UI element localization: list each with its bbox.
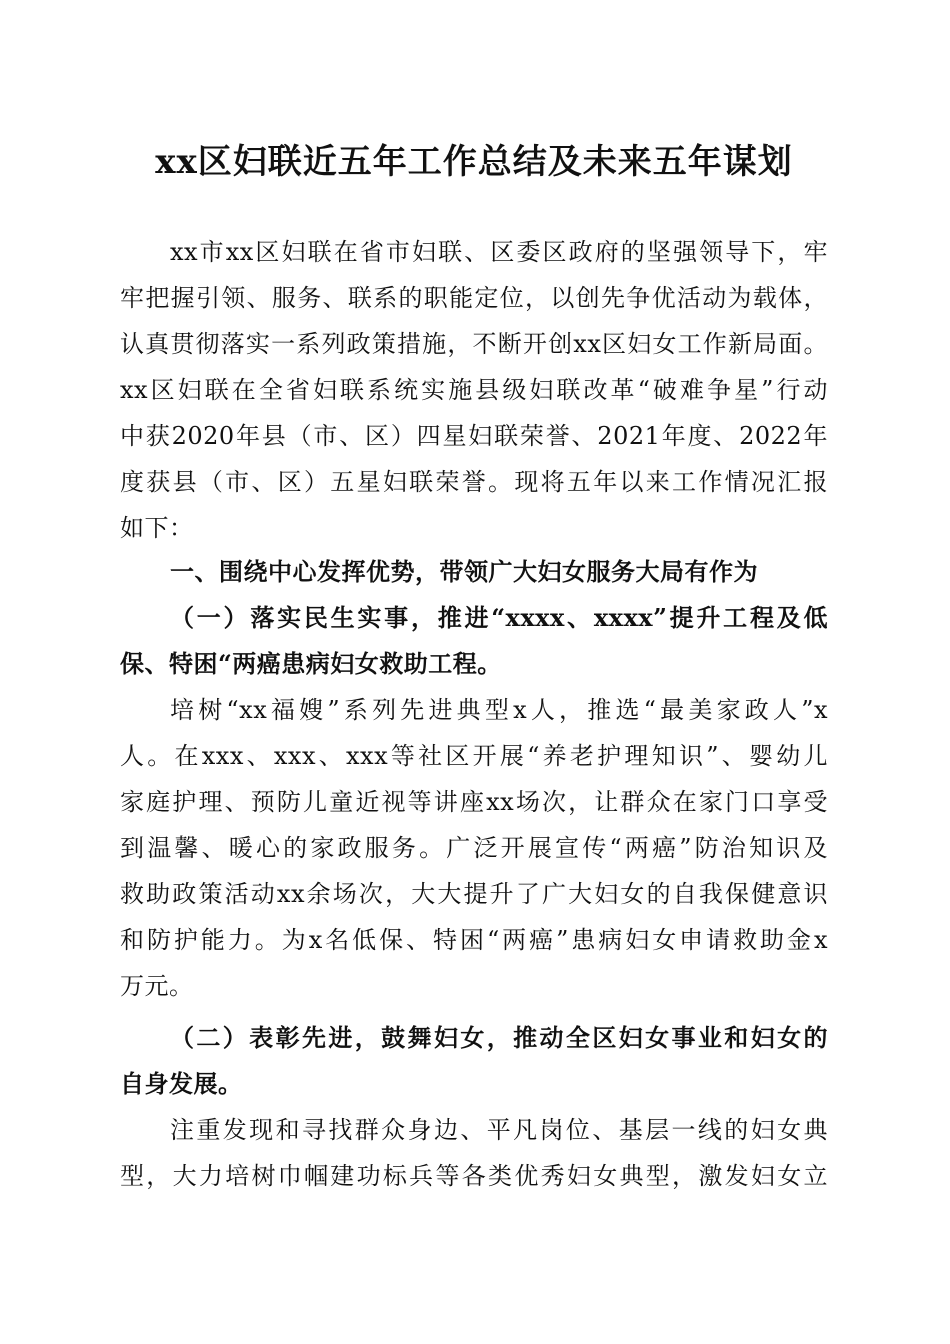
body-line: 注重发现和寻找群众身边、平凡岗位、基层一线的妇女典 (170, 1116, 828, 1144)
body-line: xx市xx区妇联在省市妇联、区委区政府的坚强领导下，牢 (170, 238, 828, 266)
subsection-heading: 保、特困“两癌患病妇女救助工程。 (120, 649, 502, 678)
section-heading: 一、围绕中心发挥优势，带领广大妇女服务大局有作为 (170, 558, 758, 586)
body-line: xx区妇联在全省妇联系统实施县级妇联改革“破难争星”行动 (120, 376, 828, 404)
body-line: 培树“xx福嫂”系列先进典型x人，推选“最美家政人”x (170, 696, 828, 724)
body-line: 到温馨、暖心的家政服务。广泛开展宣传“两癌”防治知识及 (120, 834, 828, 862)
body-line: 和防护能力。为x名低保、特困“两癌”患病妇女申请救助金x (120, 926, 828, 954)
body-line: 救助政策活动xx余场次，大大提升了广大妇女的自我保健意识 (120, 880, 828, 908)
subsection-heading: 自身发展。 (120, 1069, 243, 1098)
body-line: 牢把握引领、服务、联系的职能定位，以创先争优活动为载体， (120, 284, 828, 312)
subsection-heading: （一）落实民生实事，推进“xxxx、xxxx”提升工程及低 (170, 603, 828, 632)
body-line: 人。在xxx、xxx、xxx等社区开展“养老护理知识”、婴幼儿 (120, 742, 828, 770)
subsection-heading: （二）表彰先进，鼓舞妇女，推动全区妇女事业和妇女的 (170, 1023, 828, 1052)
body-line: 万元。 (120, 972, 194, 1000)
body-line: 型，大力培树巾帼建功标兵等各类优秀妇女典型，激发妇女立 (120, 1162, 828, 1190)
body-line: 如下： (120, 514, 194, 542)
body-line: 认真贯彻落实一系列政策措施，不断开创xx区妇女工作新局面。 (120, 330, 828, 358)
body-line: 度获县（市、区）五星妇联荣誉。现将五年以来工作情况汇报 (120, 468, 828, 496)
body-line: 中获2020年县（市、区）四星妇联荣誉、2021年度、2022年 (120, 422, 828, 450)
document-title: xx区妇联近五年工作总结及未来五年谋划 (155, 142, 793, 182)
body-line: 家庭护理、预防儿童近视等讲座xx场次，让群众在家门口享受 (120, 788, 828, 816)
